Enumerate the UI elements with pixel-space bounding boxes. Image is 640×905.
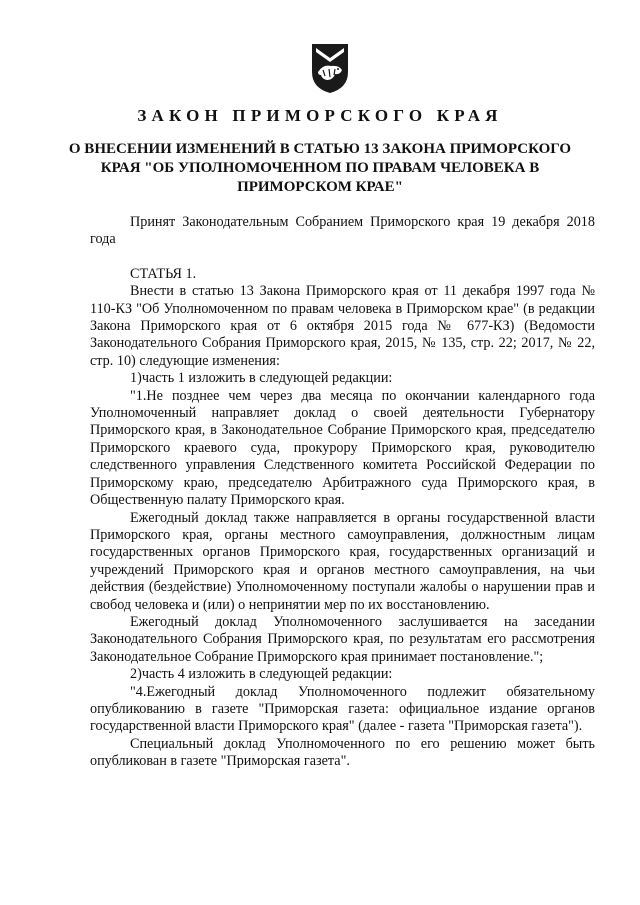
document-body (90, 214, 595, 771)
paragraph: Ежегодный доклад Уполномоченного заслушивается на заседании Законодательного Собрания Приморского края, по результатам его рассмотрения Законодательное Собрание Приморского края принимает постановление."; (90, 613, 595, 665)
law-subtitle: О ВНЕСЕНИИ ИЗМЕНЕНИЙ В СТАТЬЮ 13 ЗАКОНА ПРИМОРСКОГО КРАЯ "ОБ УПОЛНОМОЧЕННОМ ПО ПРАВАМ ЧЕЛОВЕКА В ПРИМОРСКОМ КРАЕ" (68, 141, 572, 195)
coat-of-arms-icon (309, 42, 351, 94)
paragraph: Специальный доклад Уполномоченного по его решению может быть опубликован в газете "Приморская газета". (90, 735, 595, 770)
law-title: ЗАКОН ПРИМОРСКОГО КРАЯ (137, 106, 503, 125)
paragraph: Внести в статью 13 Закона Приморского края от 11 декабря 1997 года № 110-КЗ "Об Уполномоченном по правам человека в Приморском крае" (в редакции Закона Приморского края от 6 октября 2015 года № 677-КЗ) (Ведомости Законодательного Собрания Приморского края, 2015, № 135, стр. 22; 2017, № 22, стр. 10) следующие изменения: (90, 283, 595, 369)
paragraph: Ежегодный доклад также направляется в органы государственной власти Приморского края, органы местного самоуправления, должностным лицам государственных органов Приморского края, государственных организаций и учреждений Приморского края и органов местного самоуправления, на чьи действия (бездействие) Уполномоченному поступали жалобы о нарушении прав и свобод человека и (или) о непринятии мер по их восстановлению. (90, 509, 595, 613)
adoption-note: Принят Законодательным Собранием Приморского края 19 декабря 2018 года (90, 214, 595, 248)
article-heading: СТАТЬЯ 1. (130, 265, 197, 282)
paragraph: "4.Ежегодный доклад Уполномоченного подлежит обязательному опубликованию в газете "Приморская газета: официальное издание органов государственной власти Приморского края" (далее - газета "Приморская газета"). (90, 683, 595, 735)
paragraph: 2)часть 4 изложить в следующей редакции: (130, 666, 393, 683)
paragraph: "1.Не позднее чем через два месяца по окончании календарного года Уполномоченный направляет доклад о своей деятельности Губернатору Приморского края, в Законодательное Собрание Приморского края, председателю Приморского краевого суда, прокурору Приморского края, руководителю следственного управления Следственного комитета Российской Федерации по Приморскому краю, председателю Арбитражного суда Приморского края, в Общественную палату Приморского края. (90, 387, 595, 509)
paragraph: 1)часть 1 изложить в следующей редакции: (130, 370, 393, 387)
